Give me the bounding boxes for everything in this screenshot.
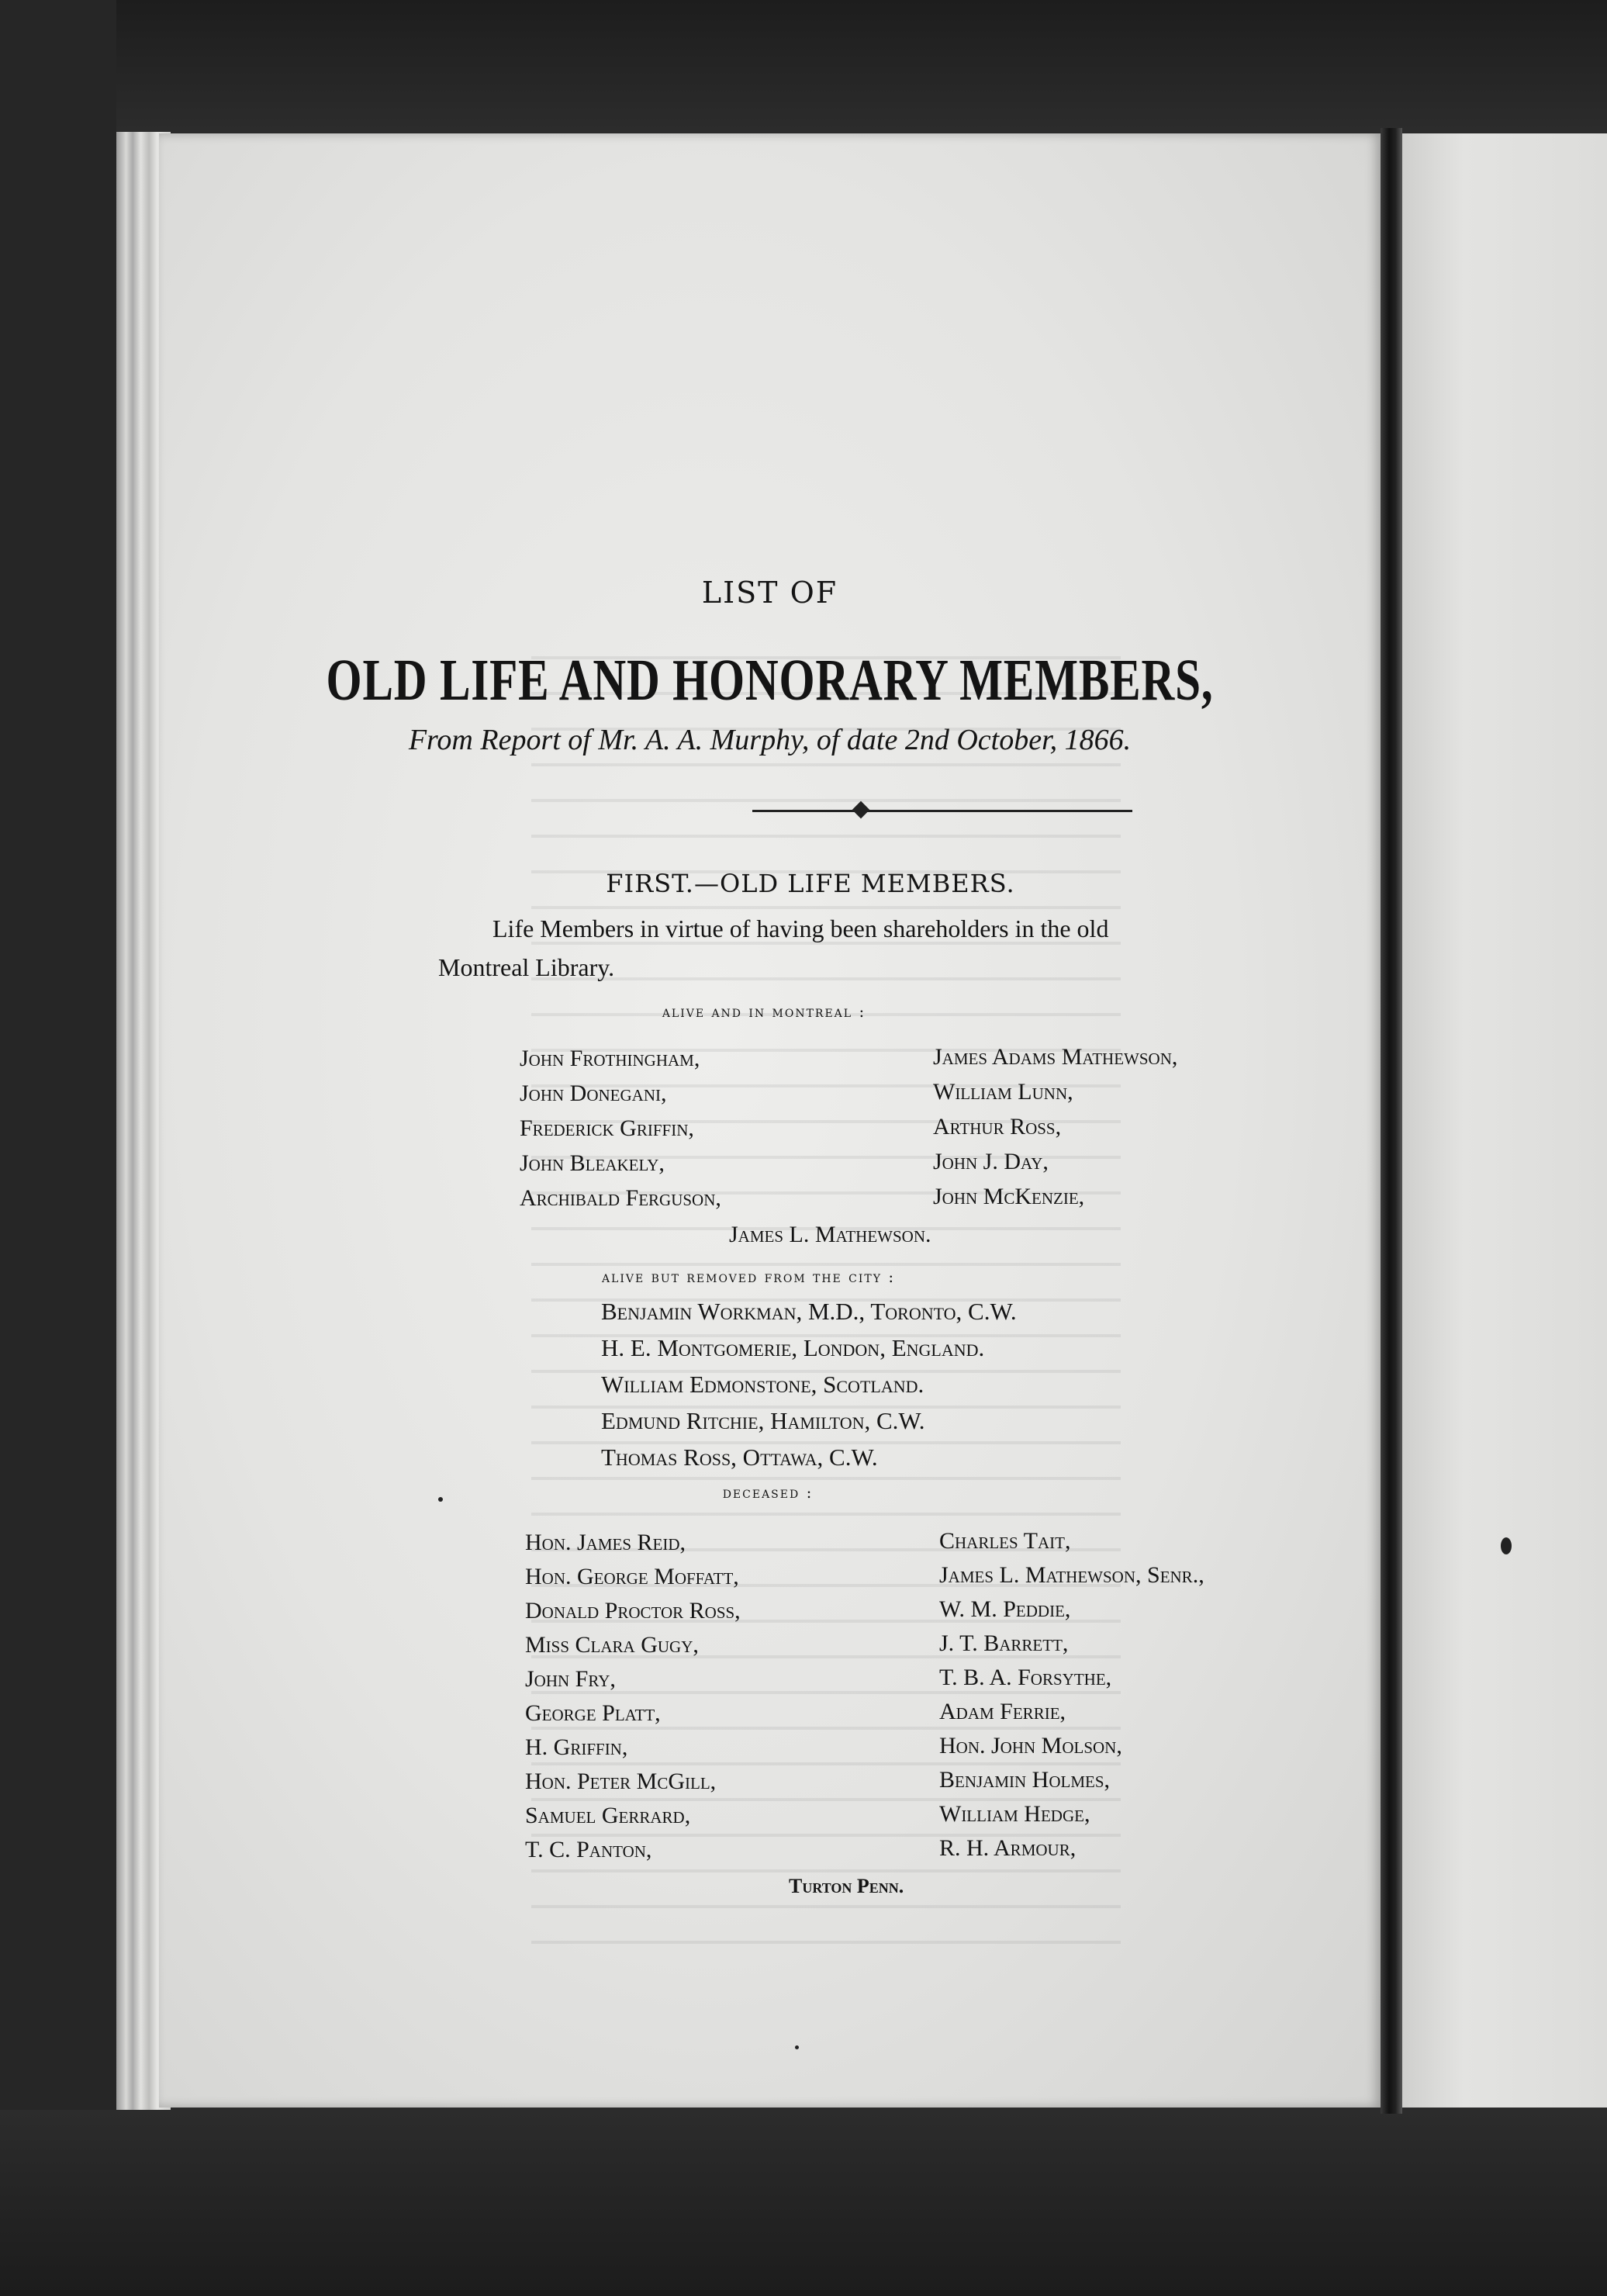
member-entry: Hon. James Reid, xyxy=(525,1530,686,1555)
deceased-last-entry: Turton Penn. xyxy=(789,1875,904,1897)
deceased-heading: deceased : xyxy=(722,1483,814,1502)
intro-text-1: Life Members in virtue of having been shareholders in the old xyxy=(492,915,1109,942)
deceased-right-column xyxy=(939,1524,1204,1866)
film-border-bottom xyxy=(0,2110,1607,2296)
member-entry: William Hedge, xyxy=(939,1801,1090,1827)
section-heading: FIRST.—OLD LIFE MEMBERS. xyxy=(606,869,1015,898)
title-line-1: LIST OF xyxy=(701,576,838,610)
member-entry: Donald Proctor Ross, xyxy=(525,1598,741,1623)
member-entry: Hon. John Molson, xyxy=(939,1733,1122,1758)
film-border-top xyxy=(0,0,1607,132)
book-gutter xyxy=(1381,128,1402,2114)
intro-line-2: Montreal Library. xyxy=(438,953,615,981)
alive-last-entry: James L. Mathewson. xyxy=(729,1222,931,1247)
member-entry: William Edmonstone, Scotland. xyxy=(601,1371,924,1398)
member-entry: H. Griffin, xyxy=(525,1734,628,1760)
removed-heading: alive but removed from the city : xyxy=(601,1267,896,1286)
member-entry: John J. Day, xyxy=(933,1149,1049,1174)
member-entry: R. H. Armour, xyxy=(939,1835,1077,1861)
dust-speck xyxy=(795,2045,799,2049)
member-entry: Miss Clara Gugy, xyxy=(525,1632,699,1658)
member-entry: T. B. A. Forsythe, xyxy=(939,1665,1112,1690)
ornamental-rule xyxy=(752,810,1132,812)
member-entry: H. E. Montgomerie, London, England. xyxy=(601,1334,985,1361)
removed-column xyxy=(601,1293,1017,1475)
member-entry: Hon. George Moffatt, xyxy=(525,1564,739,1589)
member-entry: James L. Mathewson, Senr., xyxy=(939,1562,1204,1588)
member-entry: William Lunn, xyxy=(933,1079,1073,1105)
member-entry: John Fry, xyxy=(525,1666,616,1692)
member-entry: Benjamin Workman, M.D., Toronto, C.W. xyxy=(601,1298,1017,1325)
alive-right-column xyxy=(933,1039,1177,1214)
member-entry: John Bleakely, xyxy=(520,1150,665,1176)
alive-left-column xyxy=(520,1041,721,1215)
member-entry: Adam Ferrie, xyxy=(939,1699,1066,1724)
rule-diamond-ornament xyxy=(852,801,870,819)
title-line-2: OLD LIFE AND HONORARY MEMBERS, xyxy=(326,648,1214,713)
member-entry: John Frothingham, xyxy=(520,1046,700,1071)
member-entry: Frederick Griffin, xyxy=(520,1115,694,1141)
dust-speck xyxy=(438,1497,443,1502)
alive-heading: alive and in montreal : xyxy=(662,1002,866,1021)
member-entry: George Platt, xyxy=(525,1700,661,1726)
adjacent-page xyxy=(1402,133,1607,2108)
member-entry: Arthur Ross, xyxy=(933,1114,1062,1139)
page-content xyxy=(159,133,1381,2108)
member-entry: James Adams Mathewson, xyxy=(933,1044,1178,1070)
subtitle: From Report of Mr. A. A. Murphy, of date 2nd October, 1866. xyxy=(408,724,1132,756)
member-entry: J. T. Barrett, xyxy=(939,1630,1069,1656)
member-entry: Edmund Ritchie, Hamilton, C.W. xyxy=(601,1407,925,1434)
intro-line-1 xyxy=(438,909,1415,948)
member-entry: W. M. Peddie, xyxy=(939,1596,1071,1622)
film-border-left xyxy=(0,0,116,2296)
member-entry: Benjamin Holmes, xyxy=(939,1767,1111,1793)
member-entry: T. C. Panton, xyxy=(525,1837,652,1862)
member-entry: Archibald Ferguson, xyxy=(520,1185,721,1211)
intro-paragraph xyxy=(438,909,1415,987)
member-entry: Thomas Ross, Ottawa, C.W. xyxy=(601,1444,878,1471)
member-entry: John Donegani, xyxy=(520,1081,667,1106)
member-entry: Charles Tait, xyxy=(939,1528,1071,1554)
deceased-left-column xyxy=(525,1526,741,1867)
member-entry: Hon. Peter McGill, xyxy=(525,1769,717,1794)
member-entry: John McKenzie, xyxy=(933,1184,1085,1209)
dust-speck xyxy=(1501,1537,1512,1554)
member-entry: Samuel Gerrard, xyxy=(525,1803,691,1828)
